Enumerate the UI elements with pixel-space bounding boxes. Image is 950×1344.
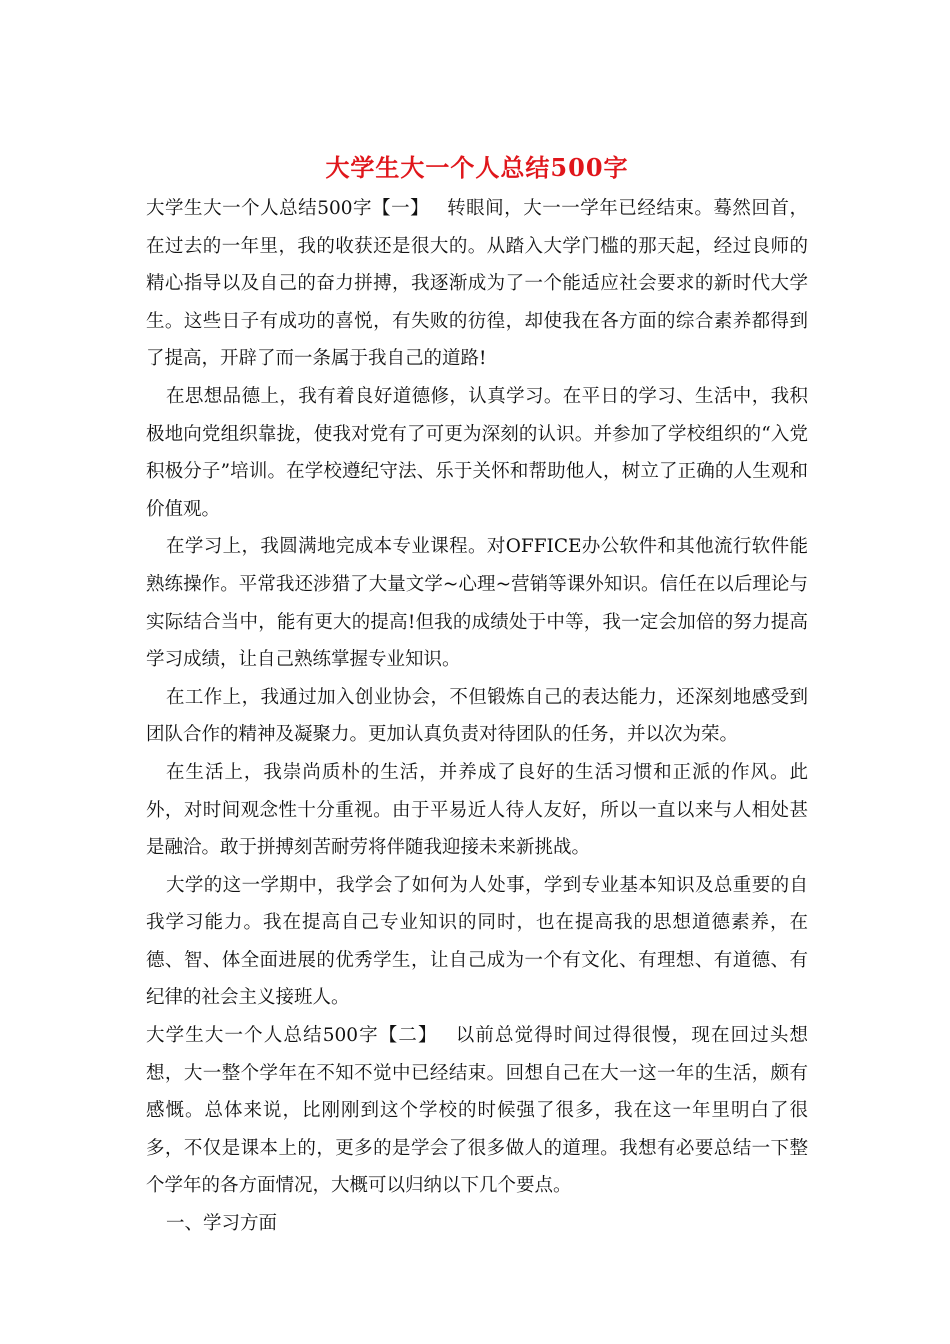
document-page [146, 150, 808, 1243]
section-heading-1: 大学生大一个人总结500字【一】 [146, 198, 430, 219]
paragraph-text: 转眼间，大一一学年已经结束。蓦然回首，在过去的一年里，我的收获还是很大的。从踏入大学门槛的那天起，经过良师的精心指导以及自己的奋力拼搏，我逐渐成为了一个能适应社会要求的新时代大学生。这些日子有成功的喜悦，有失败的彷徨，却使我在各方面的综合素养都得到了提高，开辟了而一条属于我自己的道路! [146, 198, 808, 370]
paragraph-study: 在学习上，我圆满地完成本专业课程。对OFFICE办公软件和其他流行软件能熟练操作。平常我还涉猎了大量文学~心理~营销等课外知识。信任在以后理论与实际结合当中，能有更大的提高!但我的成绩处于中等，我一定会加倍的努力提高学习成绩，让自己熟练掌握专业知识。 [146, 536, 808, 671]
paragraph-section-2 [146, 1017, 808, 1205]
subheading-study: 一、学习方面 [166, 1213, 278, 1235]
paragraph-section-1 [146, 190, 808, 378]
paragraph-work: 在工作上，我通过加入创业协会，不但锻炼自己的表达能力，还深刻地感受到团队合作的精神及凝聚力。更加认真负责对待团队的任务，并以次为荣。 [146, 686, 808, 746]
paragraph-ideology: 在思想品德上，我有着良好道德修，认真学习。在平日的学习、生活中，我积极地向党组织靠拢，使我对党有了可更为深刻的认识。并参加了学校组织的“入党积极分子”培训。在学校遵纪守法、乐于关怀和帮助他人，树立了正确的人生观和价值观。 [146, 385, 808, 520]
paragraph-text: 以前总觉得时间过得很慢，现在回过头想想，大一整个学年在不知不觉中已经结束。回想自己在大一这一年的生活，颇有感慨。总体来说，比刚刚到这个学校的时候强了很多，我在这一年里明白了很多，不仅是课本上的，更多的是学会了很多做人的道理。我想有必要总结一下整个学年的各方面情况，大概可以归纳以下几个要点。 [146, 1025, 808, 1197]
paragraph-semester: 大学的这一学期中，我学会了如何为人处事，学到专业基本知识及总重要的自我学习能力。我在提高自己专业知识的同时，也在提高我的思想道德素养，在德、智、体全面进展的优秀学生，让自己成为一个有文化、有理想、有道德、有纪律的社会主义接班人。 [146, 874, 808, 1009]
section-heading-2: 大学生大一个人总结500字【二】 [146, 1025, 438, 1047]
paragraph-life: 在生活上，我崇尚质朴的生活，并养成了良好的生活习惯和正派的作风。此外，对时间观念性十分重视。由于平易近人待人友好，所以一直以来与人相处甚是融洽。敢于拼搏刻苦耐劳将伴随我迎接未来新挑战。 [146, 761, 808, 859]
document-title: 大学生大一个人总结500字 [325, 153, 629, 182]
